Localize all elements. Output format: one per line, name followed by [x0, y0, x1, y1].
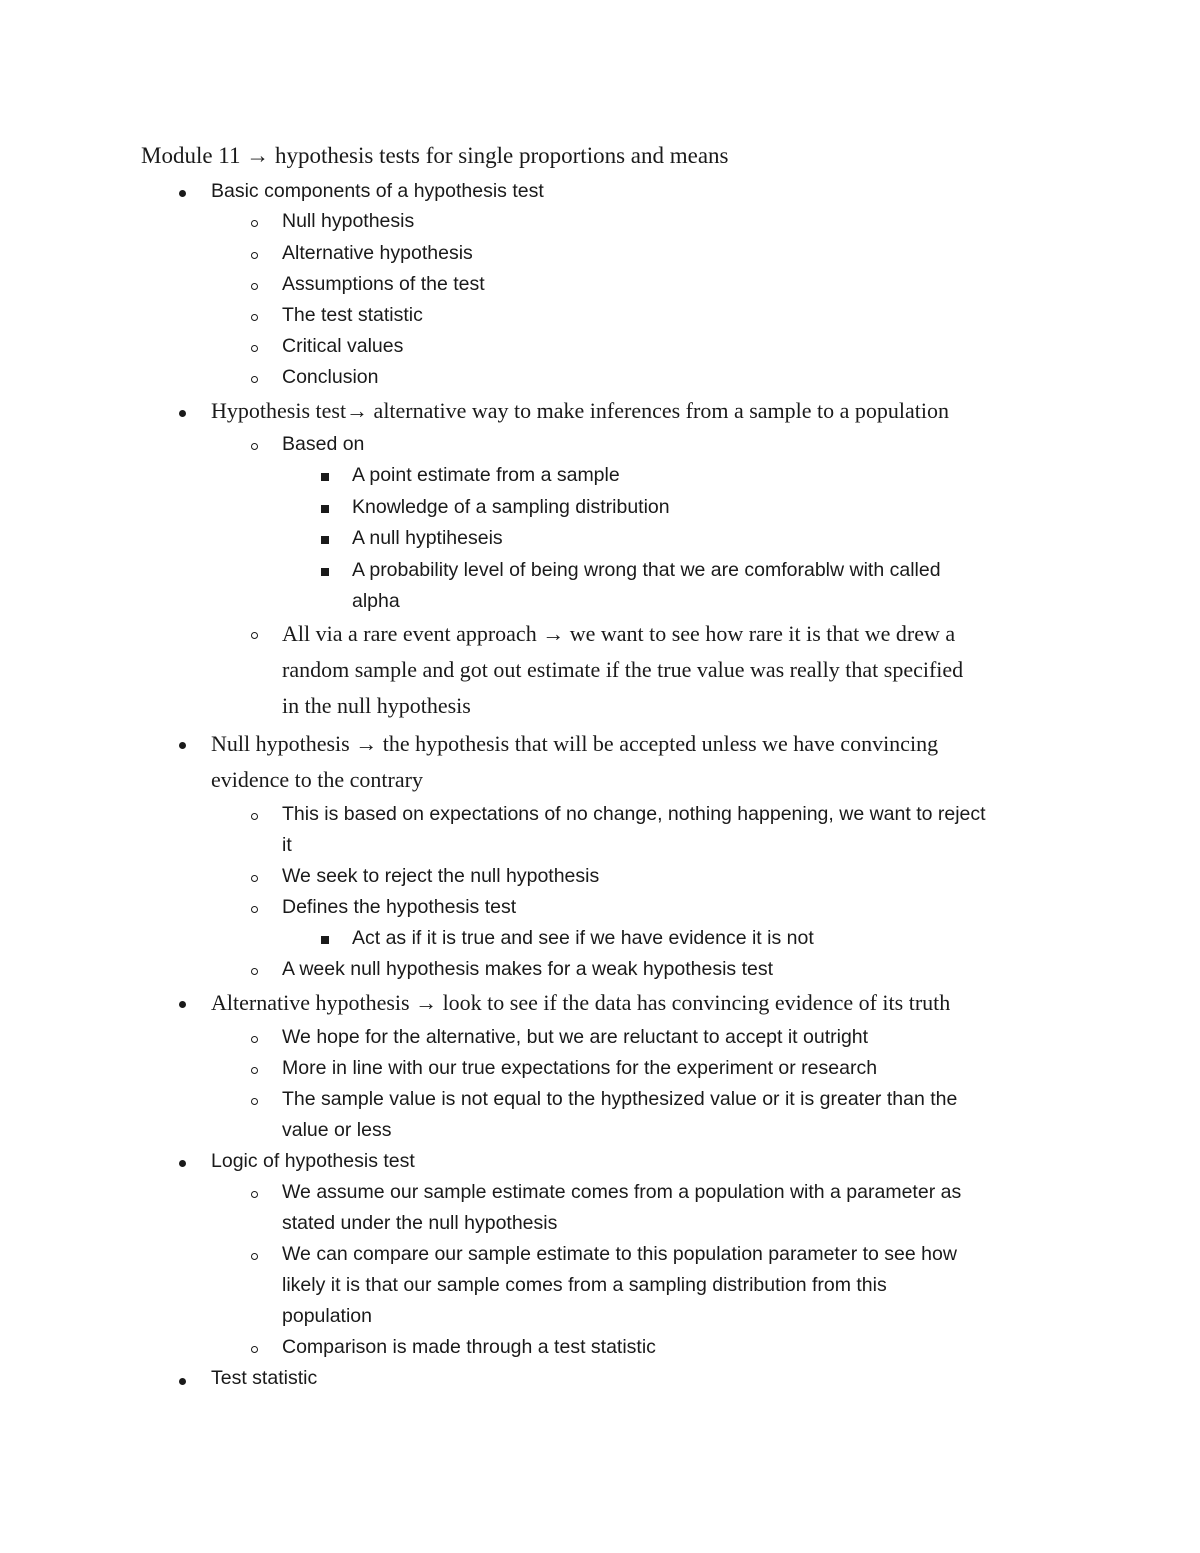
list-item: Alternative hypothesis [282, 242, 473, 264]
bullet-circle [251, 345, 258, 352]
list-item: This is based on expectations of no change, nothing happening, we want to reject [282, 803, 986, 825]
list-item: Null hypothesis [282, 210, 415, 232]
list-item: The sample value is not equal to the hypthesized value or it is greater than the [282, 1088, 958, 1110]
bullet-circle [251, 443, 258, 450]
bullet-circle [251, 1346, 258, 1353]
list-item: The test statistic [282, 304, 423, 326]
bullet-circle [251, 968, 258, 975]
list-item-continuation: stated under the null hypothesis [282, 1212, 558, 1234]
list-item: Based on [282, 433, 365, 455]
bullet-dot [179, 742, 186, 749]
section-heading-continuation: evidence to the contrary [211, 767, 423, 792]
bullet-circle [251, 283, 258, 290]
section-heading-alternative-hypothesis: Alternative hypothesis → look to see if the data has convincing evidence of its truth [211, 990, 951, 1015]
section-heading-basic-components: Basic components of a hypothesis test [211, 180, 544, 202]
bullet-square [321, 473, 329, 481]
list-item: A week null hypothesis makes for a weak hypothesis test [282, 958, 774, 980]
list-item-continuation: random sample and got out estimate if the true value was really that specified [282, 657, 964, 682]
bullet-circle [251, 632, 258, 639]
bullet-circle [251, 1253, 258, 1260]
list-item: A null hyptiheseis [352, 527, 503, 549]
list-item: Comparison is made through a test statistic [282, 1336, 656, 1358]
bullet-circle [251, 252, 258, 259]
bullet-circle [251, 1036, 258, 1043]
bullet-circle [251, 875, 258, 882]
bullet-circle [251, 1098, 258, 1105]
bullet-square [321, 536, 329, 544]
section-heading-test-statistic: Test statistic [211, 1367, 318, 1389]
list-item: We hope for the alternative, but we are reluctant to accept it outright [282, 1026, 869, 1048]
bullet-circle [251, 314, 258, 321]
bullet-dot [179, 190, 186, 197]
bullet-circle [251, 813, 258, 820]
bullet-square [321, 505, 329, 513]
list-item: Conclusion [282, 366, 379, 388]
bullet-dot [179, 1001, 186, 1008]
list-item: Assumptions of the test [282, 273, 485, 295]
list-item: We can compare our sample estimate to this population parameter to see how [282, 1243, 957, 1265]
bullet-circle [251, 220, 258, 227]
bullet-circle [251, 376, 258, 383]
list-item-continuation: it [282, 834, 292, 856]
list-item: More in line with our true expectations for the experiment or research [282, 1057, 878, 1079]
list-item-continuation: population [282, 1305, 372, 1327]
bullet-dot [179, 1160, 186, 1167]
list-item: Defines the hypothesis test [282, 896, 517, 918]
bullet-circle [251, 1191, 258, 1198]
section-heading-null-hypothesis: Null hypothesis → the hypothesis that will be accepted unless we have convincing [211, 731, 939, 756]
section-heading-hypothesis-test: Hypothesis test→ alternative way to make inferences from a sample to a population [211, 398, 949, 423]
section-heading-logic: Logic of hypothesis test [211, 1150, 415, 1172]
bullet-dot [179, 410, 186, 417]
list-item: We assume our sample estimate comes from a population with a parameter as [282, 1181, 962, 1203]
list-item-continuation: likely it is that our sample comes from a sampling distribution from this [282, 1274, 887, 1296]
list-item: A probability level of being wrong that we are comforablw with called [352, 559, 941, 581]
page-title: Module 11 → hypothesis tests for single proportions and means [141, 143, 729, 168]
list-item-continuation: in the null hypothesis [282, 693, 471, 718]
list-item: Act as if it is true and see if we have evidence it is not [352, 927, 814, 949]
list-item: We seek to reject the null hypothesis [282, 865, 600, 887]
bullet-circle [251, 906, 258, 913]
bullet-dot [179, 1378, 186, 1385]
list-item-continuation: value or less [282, 1119, 392, 1141]
bullet-square [321, 568, 329, 576]
bullet-circle [251, 1067, 258, 1074]
bullet-square [321, 936, 329, 944]
list-item: A point estimate from a sample [352, 464, 620, 486]
list-item: All via a rare event approach → we want to see how rare it is that we drew a [282, 621, 956, 646]
list-item: Knowledge of a sampling distribution [352, 496, 670, 518]
list-item-continuation: alpha [352, 590, 400, 612]
list-item: Critical values [282, 335, 404, 357]
